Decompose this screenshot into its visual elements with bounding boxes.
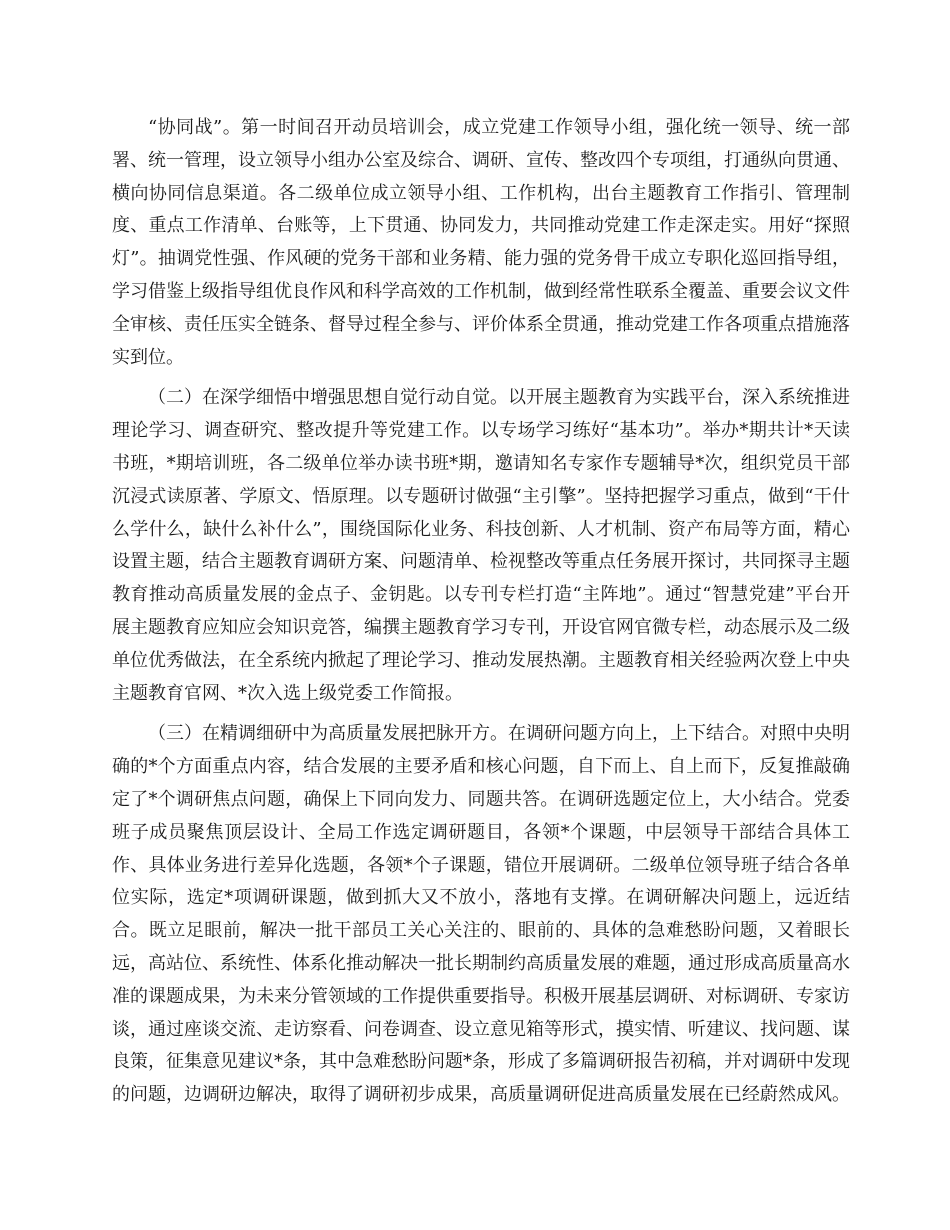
document-page bbox=[112, 112, 850, 1120]
paragraph-research: （三）在精调细研中为高质量发展把脉开方。在调研问题方向上，上下结合。对照中央明确的*个方面重点内容，结合发展的主要矛盾和核心问题，自下而上、自上而下，反复推敲确定了*个调研焦点问题，确保上下同向发力、同题共答。在调研选题定位上，大小结合。党委班子成员聚焦顶层设计、全局工作选定调研题目，各领*个课题，中层领导干部结合具体工作、具体业务进行差异化选题，各领*个子课题，错位开展调研。二级单位领导班子结合各单位实际，选定*项调研课题，做到抓大又不放小，落地有支撑。在调研解决问题上，远近结合。既立足眼前，解决一批干部员工关心关注的、眼前的、具体的急难愁盼问题，又着眼长远，高站位、系统性、体系化推动解决一批长期制约高质量发展的难题，通过形成高质量高水准的课题成果，为未来分管领域的工作提供重要指导。积极开展基层调研、对标调研、专家访谈，通过座谈交流、走访察看、问卷调查、设立意见箱等形式，摸实情、听建议、找问题、谋良策，征集意见建议*条，其中急难愁盼问题*条，形成了多篇调研报告初稿，并对调研中发现的问题，边调研边解决，取得了调研初步成果，高质量调研促进高质量发展在已经蔚然成风。 bbox=[112, 723, 850, 1106]
paragraph-coordination: “协同战”。第一时间召开动员培训会，成立党建工作领导小组，强化统一领导、统一部署、统一管理，设立领导小组办公室及综合、调研、宣传、整改四个专项组，打通纵向贯通、横向协同信息渠道。各二级单位成立领导小组、工作机构，出台主题教育工作指引、管理制度、重点工作清单、台账等，上下贯通、协同发力，共同推动党建工作走深走实。用好“探照灯”。抽调党性强、作风硬的党务干部和业务精、能力强的党务骨干成立专职化巡回指导组，学习借鉴上级指导组优良作风和科学高效的工作机制，做到经常性联系全覆盖、重要会议文件全审核、责任压实全链条、督导过程全参与、评价体系全贯通，推动党建工作各项重点措施落实到位。 bbox=[112, 117, 850, 368]
paragraph-study: （二）在深学细悟中增强思想自觉行动自觉。以开展主题教育为实践平台，深入系统推进理论学习、调查研究、整改提升等党建工作。以专场学习练好“基本功”。举办*期共计*天读书班，*期培训班，各二级单位举办读书班*期，邀请知名专家作专题辅导*次，组织党员干部沉浸式读原著、学原文、悟原理。以专题研讨做强“主引擎”。坚持把握学习重点，做到“干什么学什么，缺什么补什么”，围绕国际化业务、科技创新、人才机制、资产布局等方面，精心设置主题，结合主题教育调研方案、问题清单、检视整改等重点任务展开探讨，共同探寻主题教育推动高质量发展的金点子、金钥匙。以专刊专栏打造“主阵地”。通过“智慧党建”平台开展主题教育应知应会知识竞答，编撰主题教育学习专刊，开设官网官微专栏，动态展示及二级单位优秀做法，在全系统内掀起了理论学习、推动发展热潮。主题教育相关经验两次登上中央主题教育官网、*次入选上级党委工作简报。 bbox=[112, 387, 850, 704]
